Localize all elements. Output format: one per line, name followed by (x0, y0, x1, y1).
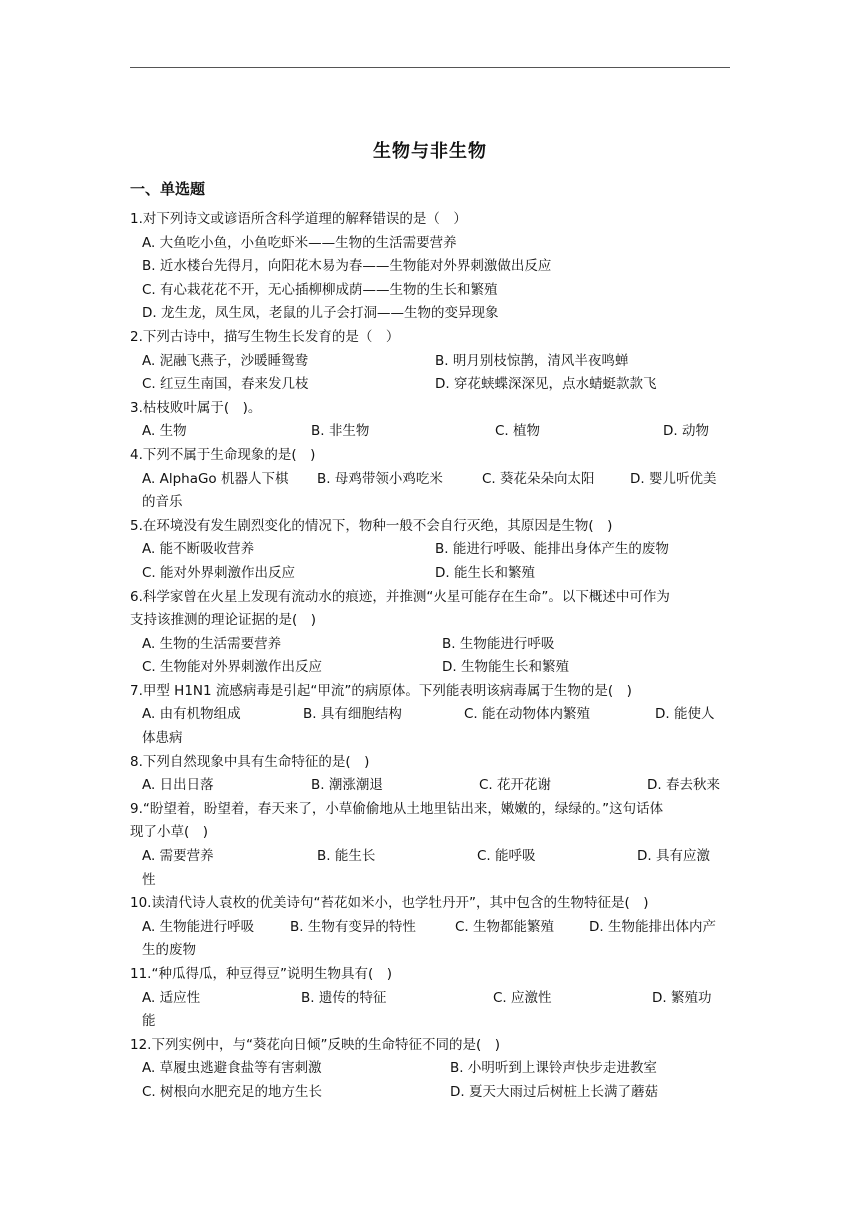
option-c[interactable]: C. 红豆生南国，春来发几枝 (142, 376, 309, 393)
option-d[interactable]: D. 婴儿听优美 (630, 470, 717, 487)
question-5 (130, 515, 732, 586)
question-7 (130, 680, 732, 751)
option-b[interactable]: B. 小明听到上课铃声快步走进教室 (450, 1060, 657, 1077)
option-d[interactable]: D. 龙生龙，凤生凤，老鼠的儿子会打洞——生物的变异现象 (142, 305, 499, 322)
option-d[interactable]: D. 夏天大雨过后树桩上长满了蘑菇 (450, 1083, 658, 1100)
option-a[interactable]: A. AlphaGo 机器人下棋 (142, 470, 289, 487)
option-a[interactable]: A. 生物的生活需要营养 (142, 635, 282, 652)
option-c[interactable]: C. 应激性 (493, 989, 552, 1006)
option-c[interactable]: C. 能呼吸 (477, 848, 536, 865)
page-title: 生物与非生物 (373, 141, 487, 162)
option-a[interactable]: A. 生物 (142, 423, 187, 440)
option-d[interactable]: D. 穿花蛱蝶深深见，点水蜻蜓款款飞 (435, 376, 657, 393)
question-stem: 4.下列不属于生命现象的是( ) (130, 446, 316, 463)
option-b[interactable]: B. 生物能进行呼吸 (442, 635, 555, 652)
question-stem: 1.对下列诗文或谚语所含科学道理的解释错误的是（ ） (130, 211, 467, 227)
option-a[interactable]: A. 适应性 (142, 989, 201, 1006)
question-list (130, 208, 732, 1105)
option-b[interactable]: B. 生物有变异的特性 (290, 918, 416, 935)
option-a[interactable]: A. 大鱼吃小鱼，小鱼吃虾米——生物的生活需要营养 (142, 234, 457, 251)
question-stem: 7.甲型 H1N1 流感病毒是引起“甲流”的病原体。下列能表明该病毒属于生物的是( ) (130, 682, 632, 699)
option-c[interactable]: C. 有心栽花花不开，无心插柳柳成荫——生物的生长和繁殖 (142, 281, 498, 298)
option-b[interactable]: B. 能进行呼吸、能排出身体产生的废物 (435, 541, 669, 558)
option-d[interactable]: D. 繁殖功 (652, 989, 712, 1006)
option-b[interactable]: B. 近水楼台先得月，向阳花木易为春——生物能对外界刺激做出反应 (142, 258, 552, 275)
question-10 (130, 892, 732, 963)
option-d[interactable]: D. 春去秋来 (647, 777, 720, 794)
option-a[interactable]: A. 生物能进行呼吸 (142, 918, 255, 935)
option-b[interactable]: B. 明月别枝惊鹊，清风半夜鸣蝉 (435, 352, 629, 369)
option-d[interactable]: D. 具有应激 (637, 848, 710, 865)
section-heading: 一、单选题 (130, 180, 206, 198)
option-b[interactable]: B. 母鸡带领小鸡吃米 (317, 470, 443, 487)
option-c[interactable]: C. 植物 (495, 423, 541, 440)
option-a[interactable]: A. 能不断吸收营养 (142, 541, 255, 558)
question-stem: 3.枯枝败叶属于( )。 (130, 399, 262, 416)
question-stem: 10.读清代诗人袁枚的优美诗句“苔花如米小，也学牡丹开”，其中包含的生物特征是( ) (130, 895, 649, 912)
question-8 (130, 751, 732, 798)
question-stem: 支持该推测的理论证据的是( ) (130, 612, 317, 629)
option-a[interactable]: A. 草履虫逃避食盐等有害刺激 (142, 1060, 322, 1077)
question-1 (130, 208, 732, 326)
question-stem: 9.“盼望着，盼望着，春天来了，小草偷偷地从土地里钻出来，嫩嫩的，绿绿的。”这句话体 (130, 800, 664, 817)
option-d[interactable]: D. 生物能排出体内产 (589, 918, 716, 935)
option-c[interactable]: C. 花开花谢 (479, 777, 552, 794)
question-stem: 12.下列实例中，与“葵花向日倾”反映的生命特征不同的是( ) (130, 1036, 500, 1053)
option-c[interactable]: C. 生物能对外界刺激作出反应 (142, 659, 323, 676)
option-c[interactable]: C. 能在动物体内繁殖 (464, 706, 591, 723)
option-d[interactable]: D. 能生长和繁殖 (435, 564, 535, 581)
option-a[interactable]: A. 日出日落 (142, 777, 214, 794)
option-c[interactable]: C. 葵花朵朵向太阳 (482, 470, 595, 487)
option-c[interactable]: C. 能对外界刺激作出反应 (142, 564, 296, 581)
option-a[interactable]: A. 泥融飞燕子，沙暖睡鸳鸯 (142, 352, 309, 369)
question-stem: 11.“种瓜得瓜，种豆得豆”说明生物具有( ) (130, 966, 392, 982)
question-12 (130, 1034, 732, 1105)
option-b[interactable]: B. 遗传的特征 (301, 989, 387, 1006)
option-a[interactable]: A. 需要营养 (142, 848, 214, 865)
question-11 (130, 963, 732, 1034)
question-2 (130, 326, 732, 397)
question-6 (130, 586, 732, 680)
option-d[interactable]: D. 动物 (663, 423, 709, 440)
question-4 (130, 444, 732, 515)
header-rule (130, 67, 730, 68)
option-b[interactable]: B. 具有细胞结构 (303, 706, 402, 723)
option-a[interactable]: A. 由有机物组成 (142, 706, 241, 723)
option-d[interactable]: D. 能使人 (655, 706, 715, 723)
question-stem: 8.下列自然现象中具有生命特征的是( ) (130, 753, 370, 770)
option-continuation: 能 (142, 1013, 156, 1030)
question-stem: 2.下列古诗中，描写生物生长发育的是（ ） (130, 328, 400, 345)
option-c[interactable]: C. 树根向水肥充足的地方生长 (142, 1083, 323, 1100)
option-continuation: 的音乐 (142, 494, 183, 511)
option-b[interactable]: B. 潮涨潮退 (311, 777, 383, 794)
question-stem: 现了小草( ) (130, 824, 209, 841)
question-9 (130, 798, 732, 892)
option-b[interactable]: B. 非生物 (311, 423, 370, 440)
question-3 (130, 397, 732, 444)
option-d[interactable]: D. 生物能生长和繁殖 (442, 659, 569, 676)
question-stem: 6.科学家曾在火星上发现有流动水的痕迹，并推测“火星可能存在生命”。以下概述中可作为 (130, 588, 670, 605)
question-stem: 5.在环境没有发生剧烈变化的情况下，物种一般不会自行灭绝，其原因是生物( ) (130, 517, 613, 534)
option-continuation: 体患病 (142, 730, 183, 747)
option-c[interactable]: C. 生物都能繁殖 (455, 918, 555, 935)
option-b[interactable]: B. 能生长 (317, 848, 376, 865)
option-continuation: 生的废物 (142, 942, 196, 959)
option-continuation: 性 (142, 871, 156, 888)
